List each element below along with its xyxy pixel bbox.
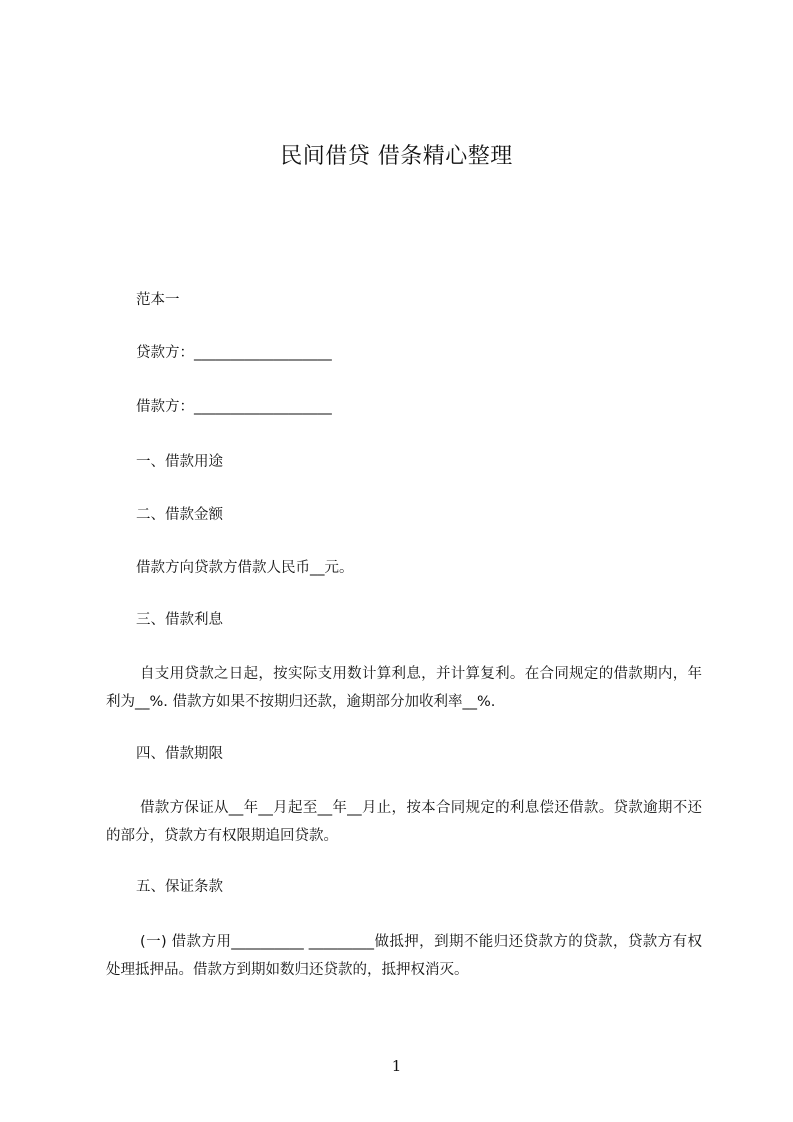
section-heading-guarantee: 五、保证条款 <box>136 879 223 895</box>
interest-paragraph: 自支用贷款之日起，按实际支用数计算利息，并计算复利。在合同规定的借款期内，年利为__%. 借款方如果不按期归还款，逾期部分加收利率__%. <box>106 666 702 710</box>
guarantee-paragraph: (一) 借款方用__________ _________做抵押，到期不能归还贷款方的贷款，贷款方有权处理抵押品。借款方到期如数归还贷款的，抵押权消灭。 <box>106 934 702 978</box>
section-heading-amount: 二、借款金额 <box>136 507 223 523</box>
page-number: 1 <box>391 1057 402 1075</box>
section-heading-purpose: 一、借款用途 <box>136 454 223 470</box>
term-paragraph: 借款方保证从__年__月起至__年__月止，按本合同规定的利息偿还借款。贷款逾期不还的部分，贷款方有权限期追回贷款。 <box>106 800 702 844</box>
section-heading-interest: 三、借款利息 <box>136 612 223 628</box>
borrower-line: 借款方：___________________ <box>136 399 332 415</box>
lender-line: 贷款方：___________________ <box>136 345 332 361</box>
amount-line: 借款方向贷款方借款人民币__元。 <box>136 560 354 576</box>
template-label: 范本一 <box>136 292 180 308</box>
section-heading-term: 四、借款期限 <box>136 746 223 762</box>
document-title: 民间借贷 借条精心整理 <box>280 144 513 169</box>
